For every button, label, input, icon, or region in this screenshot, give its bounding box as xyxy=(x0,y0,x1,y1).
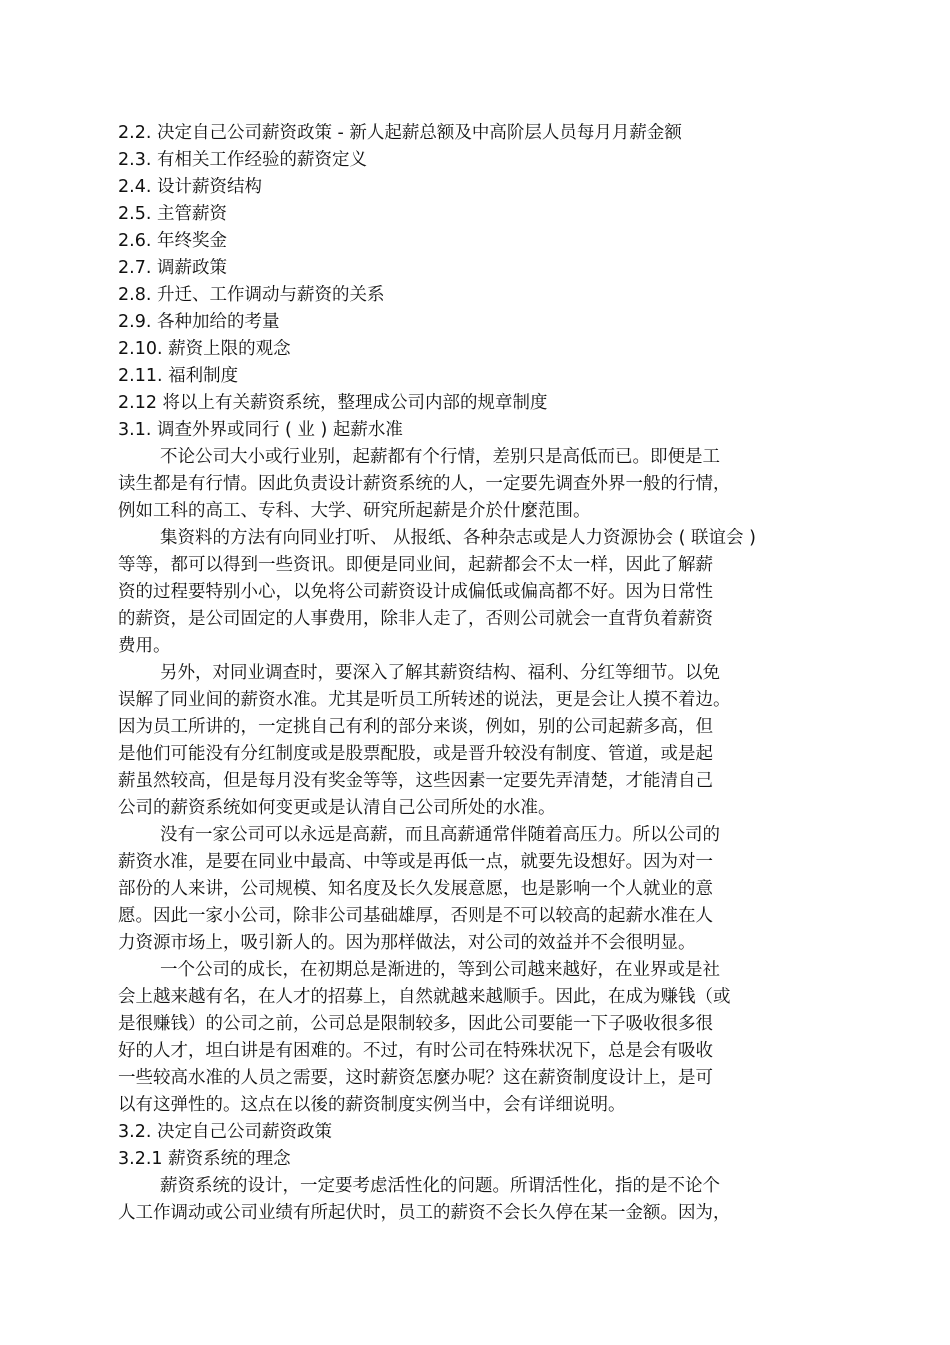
paragraph-line: 愿。因此一家小公司，除非公司基础雄厚，否则是不可以较高的起薪水准在人 xyxy=(118,906,713,926)
heading-2-9: 2.9. 各种加给的考量 xyxy=(118,312,280,332)
paragraph-line: 误解了同业间的薪资水准。尤其是听员工所转述的说法，更是会让人摸不着边。 xyxy=(118,690,731,710)
paragraph-line: 是他们可能没有分红制度或是股票配股，或是晋升较没有制度、管道，或是起 xyxy=(118,744,713,764)
paragraph-line: 好的人才，坦白讲是有困难的。不过，有时公司在特殊状况下，总是会有吸收 xyxy=(118,1041,713,1061)
paragraph-line: 部份的人来讲，公司规模、知名度及长久发展意愿，也是影响一个人就业的意 xyxy=(118,879,713,899)
heading-2-11: 2.11. 福利制度 xyxy=(118,366,239,386)
heading-3-2: 3.2. 决定自己公司薪资政策 xyxy=(118,1122,332,1142)
paragraph-line: 会上越来越有名，在人才的招募上，自然就越来越顺手。因此，在成为赚钱（或 xyxy=(118,987,731,1007)
paragraph-line: 不论公司大小或行业别，起薪都有个行情，差别只是高低而已。即便是工 xyxy=(160,447,720,467)
heading-2-5: 2.5. 主管薪资 xyxy=(118,204,227,224)
heading-2-10: 2.10. 薪资上限的观念 xyxy=(118,339,291,359)
paragraph-line: 资的过程要特别小心，以免将公司薪资设计成偏低或偏高都不好。因为日常性 xyxy=(118,582,713,602)
paragraph-line: 人工作调动或公司业绩有所起伏时，员工的薪资不会长久停在某一金额。因为， xyxy=(118,1203,731,1223)
paragraph-line: 一些较高水准的人员之需要，这时薪资怎麼办呢？这在薪资制度设计上，是可 xyxy=(118,1068,713,1088)
paragraph-line: 费用。 xyxy=(118,636,171,656)
paragraph-line: 薪资水准，是要在同业中最高、中等或是再低一点，就要先设想好。因为对一 xyxy=(118,852,713,872)
paragraph-line: 另外，对同业调查时，要深入了解其薪资结构、福利、分红等细节。以免 xyxy=(160,663,720,683)
paragraph-line: 没有一家公司可以永远是高薪，而且高薪通常伴随着高压力。所以公司的 xyxy=(160,825,720,845)
heading-2-8: 2.8. 升迁、工作调动与薪资的关系 xyxy=(118,285,385,305)
heading-2-12: 2.12 将以上有关薪资系统，整理成公司内部的规章制度 xyxy=(118,393,548,413)
paragraph-line: 一个公司的成长，在初期总是渐进的，等到公司越来越好，在业界或是社 xyxy=(160,960,720,980)
heading-3-1: 3.1. 调查外界或同行 ( 业 ) 起薪水准 xyxy=(118,420,403,440)
paragraph-line: 力资源市场上，吸引新人的。因为那样做法，对公司的效益并不会很明显。 xyxy=(118,933,696,953)
heading-2-7: 2.7. 调薪政策 xyxy=(118,258,227,278)
heading-2-4: 2.4. 设计薪资结构 xyxy=(118,177,262,197)
paragraph-line: 集资料的方法有向同业打听、 从报纸、各种杂志或是人力资源协会 ( 联谊会 ) xyxy=(160,528,756,548)
paragraph-line: 公司的薪资系统如何变更或是认清自己公司所处的水准。 xyxy=(118,798,556,818)
heading-2-6: 2.6. 年终奖金 xyxy=(118,231,227,251)
paragraph-line: 薪资系统的设计，一定要考虑活性化的问题。所谓活性化，指的是不论个 xyxy=(160,1176,720,1196)
paragraph-line: 的薪资，是公司固定的人事费用，除非人走了，否则公司就会一直背负着薪资 xyxy=(118,609,713,629)
paragraph-line: 读生都是有行情。因此负责设计薪资系统的人，一定要先调查外界一般的行情， xyxy=(118,474,731,494)
paragraph-line: 因为员工所讲的，一定挑自己有利的部分来谈，例如，别的公司起薪多高，但 xyxy=(118,717,713,737)
heading-2-3: 2.3. 有相关工作经验的薪资定义 xyxy=(118,150,367,170)
heading-3-2-1: 3.2.1 薪资系统的理念 xyxy=(118,1149,291,1169)
paragraph-line: 以有这弹性的。这点在以後的薪资制度实例当中，会有详细说明。 xyxy=(118,1095,626,1115)
paragraph-line: 是很赚钱）的公司之前，公司总是限制较多，因此公司要能一下子吸收很多很 xyxy=(118,1014,713,1034)
heading-2-2: 2.2. 决定自己公司薪资政策 - 新人起薪总额及中高阶层人员每月月薪金额 xyxy=(118,123,682,143)
paragraph-line: 薪虽然较高，但是每月没有奖金等等，这些因素一定要先弄清楚，才能清自己 xyxy=(118,771,713,791)
paragraph-line: 等等，都可以得到一些资讯。即便是同业间，起薪都会不太一样，因此了解薪 xyxy=(118,555,713,575)
paragraph-line: 例如工科的高工、专科、大学、研究所起薪是介於什麼范围。 xyxy=(118,501,591,521)
